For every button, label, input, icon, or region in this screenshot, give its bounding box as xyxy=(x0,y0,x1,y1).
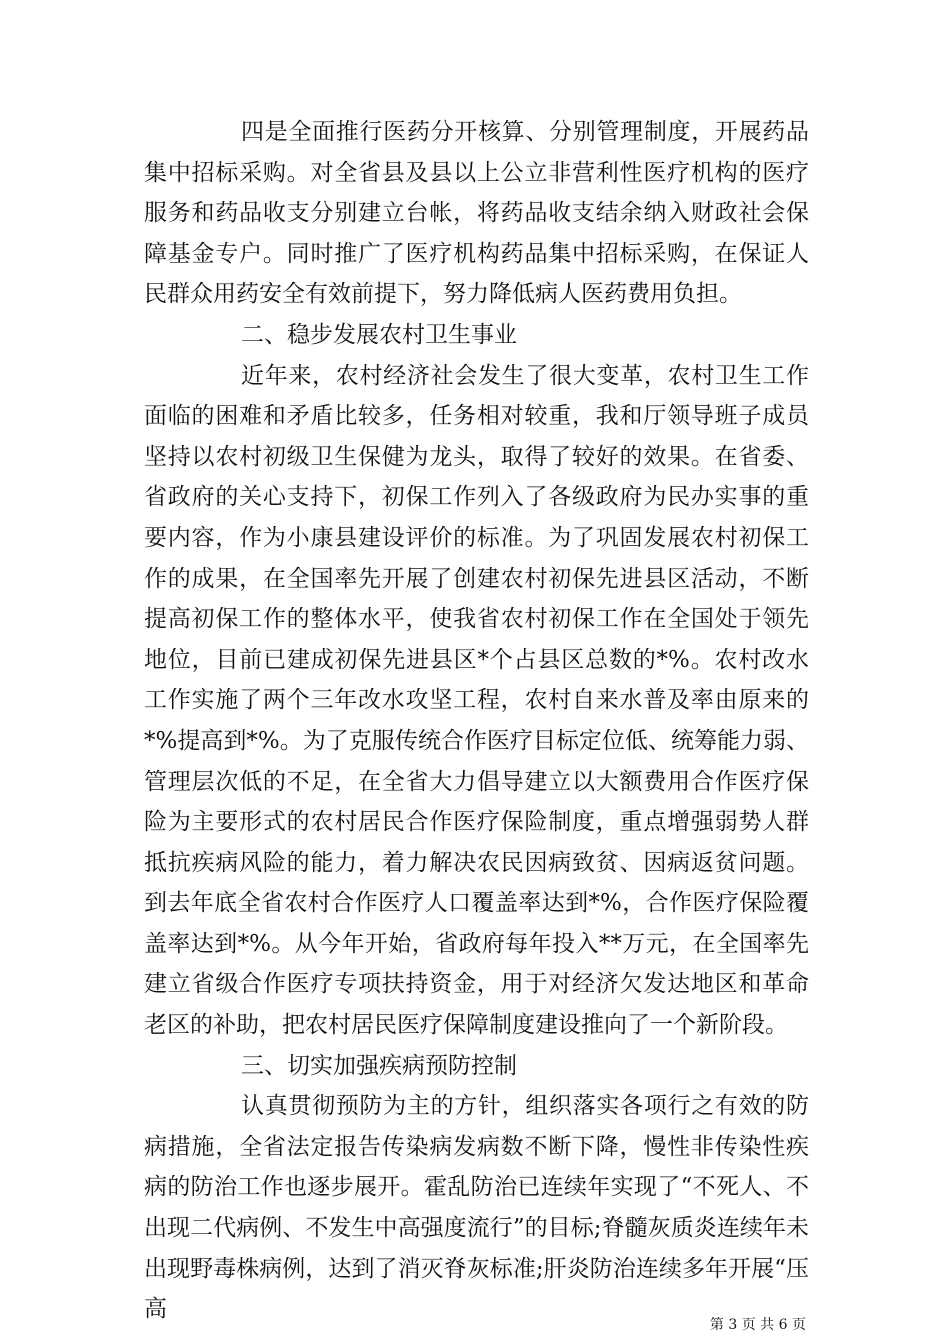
section-heading-rural-health: 二、稳步发展农村卫生事业 xyxy=(241,321,517,348)
section-heading-disease-prevention: 三、切实加强疾病预防控制 xyxy=(241,1052,517,1079)
paragraph-disease-prevention: 认真贯彻预防为主的方针，组织落实各项行之有效的防病措施，全省法定报告传染病发病数不断下降，慢性非传染性疾病的防治工作也逐步展开。霍乱防治已连续年实现了“不死人、不出现二代病例、不发生中高强度流行”的目标;脊髓灰质炎连续年未出现野毒株病例，达到了消灭脊灰标准;肝炎防治连续多年开展“压高 xyxy=(144,1093,809,1323)
page-number-footer: 第 3 页 共 6 页 xyxy=(709,1317,806,1333)
paragraph-rural-health: 近年来，农村经济社会发生了很大变革，农村卫生工作面临的困难和矛盾比较多，任务相对较重，我和厅领导班子成员坚持以农村初级卫生保健为龙头，取得了较好的效果。在省委、省政府的关心支持下，初保工作列入了各级政府为民办实事的重要内容，作为小康县建设评价的标准。为了巩固发展农村初保工作的成果，在全国率先开展了创建农村初保先进县区活动，不断提高初保工作的整体水平，使我省农村初保工作在全国处于领先地位，目前已建成初保先进县区*个占县区总数的*%。农村改水工作实施了两个三年改水攻坚工程，农村自来水普及率由原来的*%提高到*%。为了克服传统合作医疗目标定位低、统筹能力弱、管理层次低的不足，在全省大力倡导建立以大额费用合作医疗保险为主要形式的农村居民合作医疗保险制度，重点增强弱势人群抵抗疾病风险的能力，着力解决农民因病致贫、因病返贫问题。到去年底全省农村合作医疗人口覆盖率达到*%，合作医疗保险覆盖率达到*%。从今年开始，省政府每年投入**万元，在全国率先建立省级合作医疗专项扶持资金，用于对经济欠发达地区和革命老区的补助，把农村居民医疗保障制度建设推向了一个新阶段。 xyxy=(144,362,809,1039)
document-body xyxy=(144,112,809,1330)
paragraph-medicine-separation: 四是全面推行医药分开核算、分别管理制度，开展药品集中招标采购。对全省县及县以上公立非营利性医疗机构的医疗服务和药品收支分别建立台帐，将药品收支结余纳入财政社会保障基金专户。同时推广了医疗机构药品集中招标采购，在保证人民群众用药安全有效前提下，努力降低病人医药费用负担。 xyxy=(144,119,809,308)
